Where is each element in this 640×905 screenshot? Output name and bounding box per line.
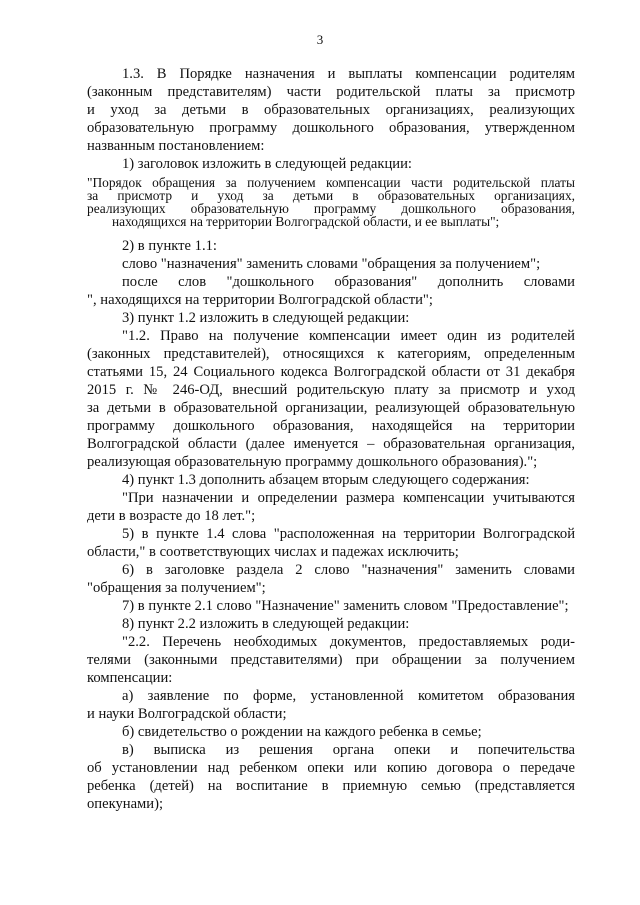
text-line: опекунами); xyxy=(87,796,164,812)
text-line: слово "назначения" заменить словами "обращения за получением"; xyxy=(122,256,541,272)
text-line: реализующая образовательную программу дошкольного образования)."; xyxy=(87,454,538,470)
text-line: (законным представителям) части родительской платы за присмотр xyxy=(87,84,575,100)
text-line: названным постановлением: xyxy=(87,138,265,154)
text-line: ", находящихся на территории Волгоградской области"; xyxy=(87,292,433,308)
text-line: 7) в пункте 2.1 слово "Назначение" заменить словом "Предоставление"; xyxy=(122,598,569,614)
text-line: 1) заголовок изложить в следующей редакции: xyxy=(122,156,412,172)
text-line: статьями 15, 24 Социального кодекса Волгоградской области от 31 декабря xyxy=(87,364,575,380)
text-line: 5) в пункте 1.4 слова "расположенная на территории Волгоградской xyxy=(122,526,575,542)
text-line: компенсации: xyxy=(87,670,173,686)
text-line: в) выписка из решения органа опеки и попечительства xyxy=(122,742,575,758)
text-line: области," в соответствующих числах и падежах исключить; xyxy=(87,544,459,560)
text-line: телями (законными представителями) при обращении за получением xyxy=(87,652,575,668)
text-line: после слов "дошкольного образования" дополнить словами xyxy=(122,274,575,290)
text-line: Волгоградской области (далее именуется – образовательная организация, xyxy=(87,436,575,452)
quoted-title-line: находящихся на территории Волгоградской области, и ее выплаты"; xyxy=(112,214,500,229)
quoted-title-line: реализующих образовательную программу дошкольного образования, xyxy=(87,201,575,216)
text-line: и науки Волгоградской области; xyxy=(87,706,287,722)
text-line: образовательную программу дошкольного образования, утвержденном xyxy=(87,120,575,136)
text-line: об установлении над ребенком опеки или копию договора о передаче xyxy=(87,760,575,776)
text-line: 6) в заголовке раздела 2 слово "назначения" заменить словами xyxy=(122,562,575,578)
quoted-title-line: "Порядок обращения за получением компенсации части родительской платы xyxy=(87,175,575,190)
text-line: "обращения за получением"; xyxy=(87,580,266,596)
quoted-title-line: за присмотр и уход за детьми в образовательных организациях, xyxy=(87,188,575,203)
text-line: б) свидетельство о рождении на каждого ребенка в семье; xyxy=(122,724,482,740)
text-line: 8) пункт 2.2 изложить в следующей редакции: xyxy=(122,616,410,632)
text-line: 2015 г. № 246-ОД, внесший родительскую плату за присмотр и уход xyxy=(87,382,575,398)
text-line: "2.2. Перечень необходимых документов, предоставляемых роди- xyxy=(122,634,575,650)
text-line: 3) пункт 1.2 изложить в следующей редакции: xyxy=(122,310,410,326)
text-line: ребенка (детей) на воспитание в приемную семью (представляется xyxy=(87,778,575,794)
text-line: "При назначении и определении размера компенсации учитываются xyxy=(122,490,575,506)
text-line: 2) в пункте 1.1: xyxy=(122,238,217,254)
text-line: программу дошкольного образования, находящейся на территории xyxy=(87,418,575,434)
text-line: дети в возрасте до 18 лет."; xyxy=(87,508,256,524)
text-line: и уход за детьми в образовательных организациях, реализующих xyxy=(87,102,575,118)
text-line: а) заявление по форме, установленной комитетом образования xyxy=(122,688,575,704)
text-line: 1.3. В Порядке назначения и выплаты компенсации родителям xyxy=(122,66,575,82)
page-number: 3 xyxy=(316,32,324,47)
text-line: (законных представителей), относящихся к категориям, определенным xyxy=(87,346,575,362)
text-line: за детьми в образовательной организации, реализующей образовательную xyxy=(87,400,575,416)
text-line: 4) пункт 1.3 дополнить абзацем вторым следующего содержания: xyxy=(122,472,530,488)
text-line: "1.2. Право на получение компенсации имеет один из родителей xyxy=(122,328,575,344)
